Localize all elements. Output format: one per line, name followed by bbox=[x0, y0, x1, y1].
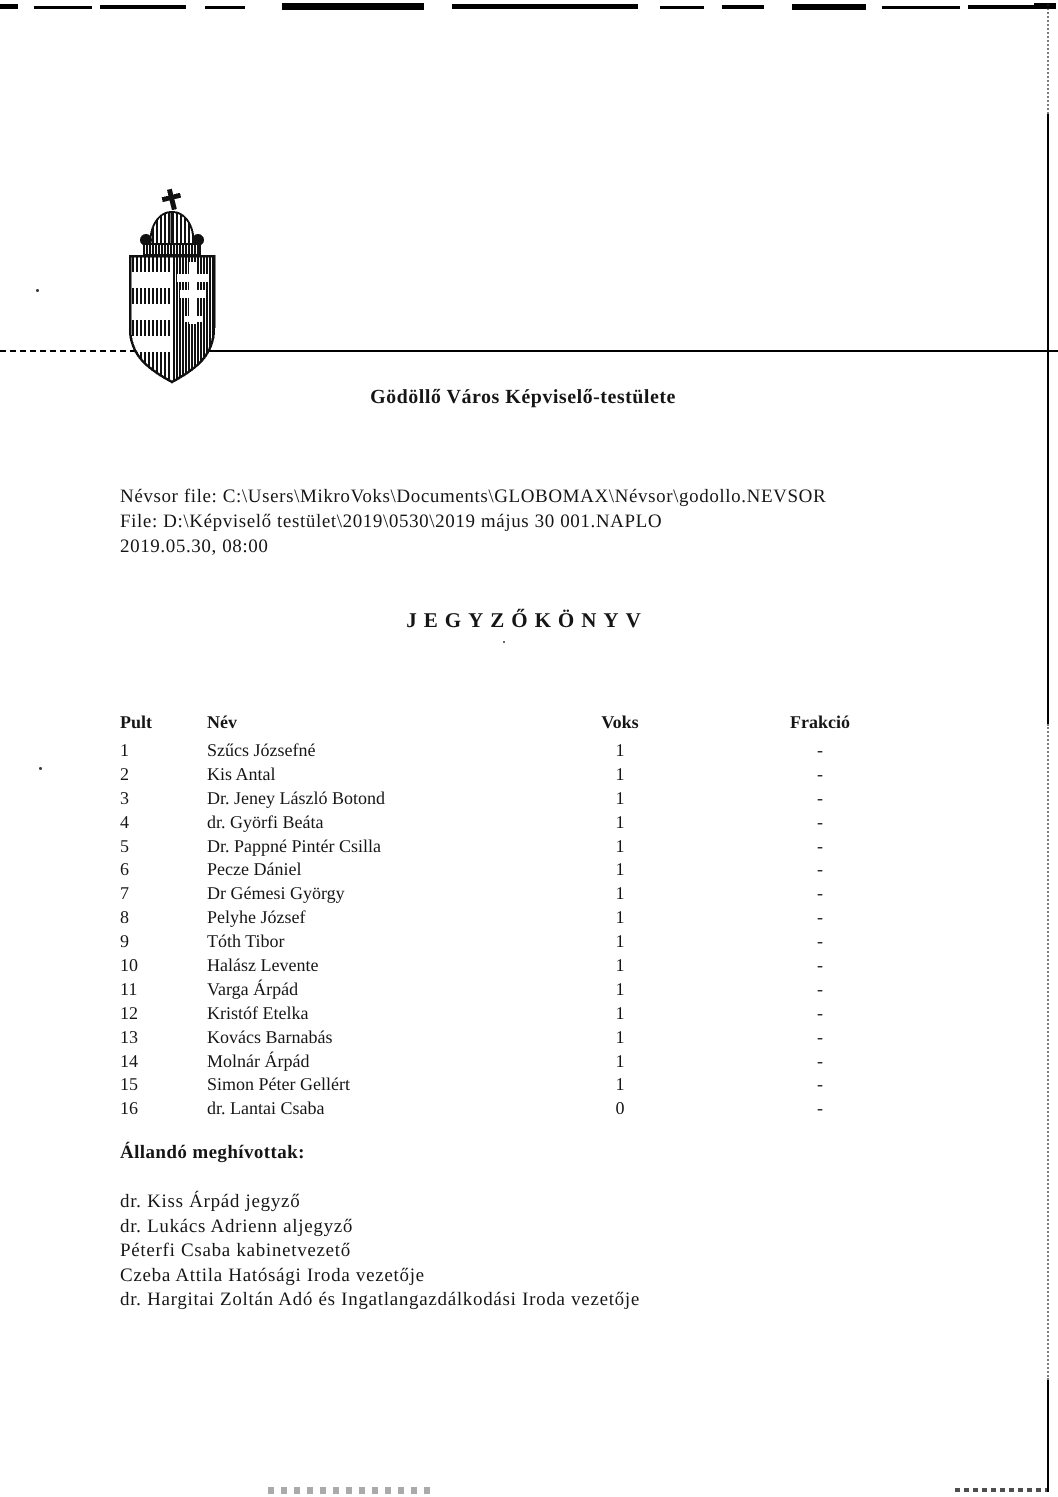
cell-voks: 1 bbox=[615, 883, 625, 904]
table-rows bbox=[120, 739, 960, 1121]
cell-voks: 1 bbox=[615, 955, 625, 976]
scan-speck bbox=[39, 767, 42, 770]
table-row bbox=[120, 882, 960, 906]
cell-frakcio: - bbox=[817, 907, 823, 928]
cell-frakcio: - bbox=[817, 1002, 823, 1023]
cell-voks: 1 bbox=[615, 1050, 625, 1071]
table-row bbox=[120, 1097, 960, 1121]
cell-pult: 7 bbox=[120, 883, 129, 904]
cell-pult: 10 bbox=[120, 955, 138, 976]
cell-pult: 6 bbox=[120, 859, 129, 880]
table-row bbox=[120, 1002, 960, 1026]
document-title: JEGYZŐKÖNYV bbox=[406, 608, 648, 632]
cell-voks: 1 bbox=[615, 1074, 625, 1095]
fold-line bbox=[168, 350, 1058, 352]
cell-nev: dr. Lantai Csaba bbox=[207, 1098, 325, 1119]
cell-frakcio: - bbox=[817, 740, 823, 760]
table-row bbox=[120, 787, 960, 811]
invitee-line: Czeba Attila Hatósági Iroda vezetője bbox=[120, 1264, 425, 1286]
cell-frakcio: - bbox=[817, 811, 823, 832]
file-info-line: 2019.05.30, 08:00 bbox=[120, 536, 269, 557]
cell-voks: 1 bbox=[615, 1002, 625, 1023]
cell-pult: 1 bbox=[120, 740, 129, 760]
table-row bbox=[120, 811, 960, 835]
cell-pult: 9 bbox=[120, 931, 129, 952]
cell-nev: Kristóf Etelka bbox=[207, 1002, 309, 1023]
table-row bbox=[120, 906, 960, 930]
cell-voks: 1 bbox=[615, 1026, 625, 1047]
cell-voks: 1 bbox=[615, 978, 625, 999]
table-row bbox=[120, 858, 960, 882]
table-row bbox=[120, 739, 960, 763]
scan-artifact-right-bottom bbox=[1047, 1380, 1049, 1492]
cell-nev: Kovács Barnabás bbox=[207, 1026, 333, 1047]
cell-nev: Pecze Dániel bbox=[207, 859, 302, 880]
invitees-list bbox=[120, 1190, 640, 1313]
table-row bbox=[120, 1026, 960, 1050]
cell-pult: 14 bbox=[120, 1050, 138, 1071]
cell-frakcio: - bbox=[817, 931, 823, 952]
cell-frakcio: - bbox=[817, 1026, 823, 1047]
cell-voks: 1 bbox=[615, 787, 625, 808]
scan-artifact-right-top bbox=[1047, 4, 1049, 114]
cell-frakcio: - bbox=[817, 978, 823, 999]
cell-nev: Dr. Jeney László Botond bbox=[207, 787, 385, 808]
cell-nev: Simon Péter Gellért bbox=[207, 1074, 350, 1095]
scan-artifact-right-mid bbox=[1047, 724, 1049, 1380]
file-info-line: File: D:\Képviselő testület\2019\0530\2019 május 30 001.NAPLO bbox=[120, 511, 663, 532]
cell-voks: 1 bbox=[615, 763, 625, 784]
cell-pult: 4 bbox=[120, 811, 129, 832]
cell-nev: dr. Györfi Beáta bbox=[207, 811, 324, 832]
cell-voks: 1 bbox=[615, 931, 625, 952]
cell-nev: Pelyhe József bbox=[207, 907, 306, 928]
file-info-line: Névsor file: C:\Users\MikroVoks\Documents\GLOBOMAX\Névsor\godollo.NEVSOR bbox=[120, 486, 827, 507]
table-row bbox=[120, 978, 960, 1002]
invitee-line: dr. Lukács Adrienn aljegyző bbox=[120, 1215, 354, 1237]
cell-frakcio: - bbox=[817, 955, 823, 976]
cell-frakcio: - bbox=[817, 883, 823, 904]
cell-frakcio: - bbox=[817, 1074, 823, 1095]
cell-voks: 1 bbox=[615, 740, 625, 760]
scan-speck bbox=[36, 289, 39, 292]
cell-pult: 2 bbox=[120, 763, 129, 784]
cell-pult: 5 bbox=[120, 835, 129, 856]
org-title: Gödöllő Város Képviselő-testülete bbox=[370, 386, 676, 408]
cell-voks: 1 bbox=[615, 811, 625, 832]
cell-nev: Dr Gémesi György bbox=[207, 883, 345, 904]
cell-frakcio: - bbox=[817, 835, 823, 856]
cell-voks: 1 bbox=[615, 859, 625, 880]
attendance-table bbox=[120, 710, 960, 1121]
cell-frakcio: - bbox=[817, 1098, 823, 1119]
cell-nev: Kis Antal bbox=[207, 763, 276, 784]
cell-nev: Dr. Pappné Pintér Csilla bbox=[207, 835, 381, 856]
cell-frakcio: - bbox=[817, 859, 823, 880]
table-row bbox=[120, 954, 960, 978]
cell-voks: 1 bbox=[615, 835, 625, 856]
cell-pult: 16 bbox=[120, 1098, 138, 1119]
col-header-frakcio: Frakció bbox=[790, 712, 850, 732]
cell-frakcio: - bbox=[817, 787, 823, 808]
cell-pult: 15 bbox=[120, 1074, 138, 1095]
table-row bbox=[120, 930, 960, 954]
scan-artifact-bottom bbox=[268, 1487, 430, 1494]
cell-pult: 8 bbox=[120, 907, 129, 928]
scan-speck bbox=[503, 641, 505, 643]
cell-voks: 1 bbox=[615, 907, 625, 928]
cell-nev: Szűcs Józsefné bbox=[207, 740, 316, 760]
table-row bbox=[120, 835, 960, 859]
cell-nev: Varga Árpád bbox=[207, 978, 299, 999]
scan-artifact-bottom-right bbox=[955, 1488, 1047, 1492]
invitee-line: dr. Hargitai Zoltán Adó és Ingatlangazdálkodási Iroda vezetője bbox=[120, 1289, 640, 1311]
cell-nev: Tóth Tibor bbox=[207, 931, 285, 952]
invitees-heading: Állandó meghívottak: bbox=[120, 1142, 305, 1163]
hungarian-coat-of-arms-icon bbox=[116, 188, 228, 388]
cell-pult: 3 bbox=[120, 787, 129, 808]
cell-pult: 13 bbox=[120, 1026, 138, 1047]
col-header-pult: Pult bbox=[120, 712, 153, 732]
cell-nev: Halász Levente bbox=[207, 955, 319, 976]
table-row bbox=[120, 1073, 960, 1097]
invitee-line: dr. Kiss Árpád jegyző bbox=[120, 1191, 301, 1212]
table-row bbox=[120, 1050, 960, 1074]
cell-voks: 0 bbox=[615, 1098, 625, 1119]
cell-pult: 12 bbox=[120, 1002, 138, 1023]
cell-pult: 11 bbox=[120, 978, 138, 999]
table-row bbox=[120, 763, 960, 787]
cell-frakcio: - bbox=[817, 1050, 823, 1071]
invitee-line: Péterfi Csaba kabinetvezető bbox=[120, 1240, 351, 1262]
col-header-nev: Név bbox=[207, 712, 237, 732]
cell-frakcio: - bbox=[817, 763, 823, 784]
cell-nev: Molnár Árpád bbox=[207, 1050, 310, 1071]
col-header-voks: Voks bbox=[601, 712, 639, 732]
file-info bbox=[120, 484, 826, 559]
table-header-row bbox=[120, 710, 960, 739]
